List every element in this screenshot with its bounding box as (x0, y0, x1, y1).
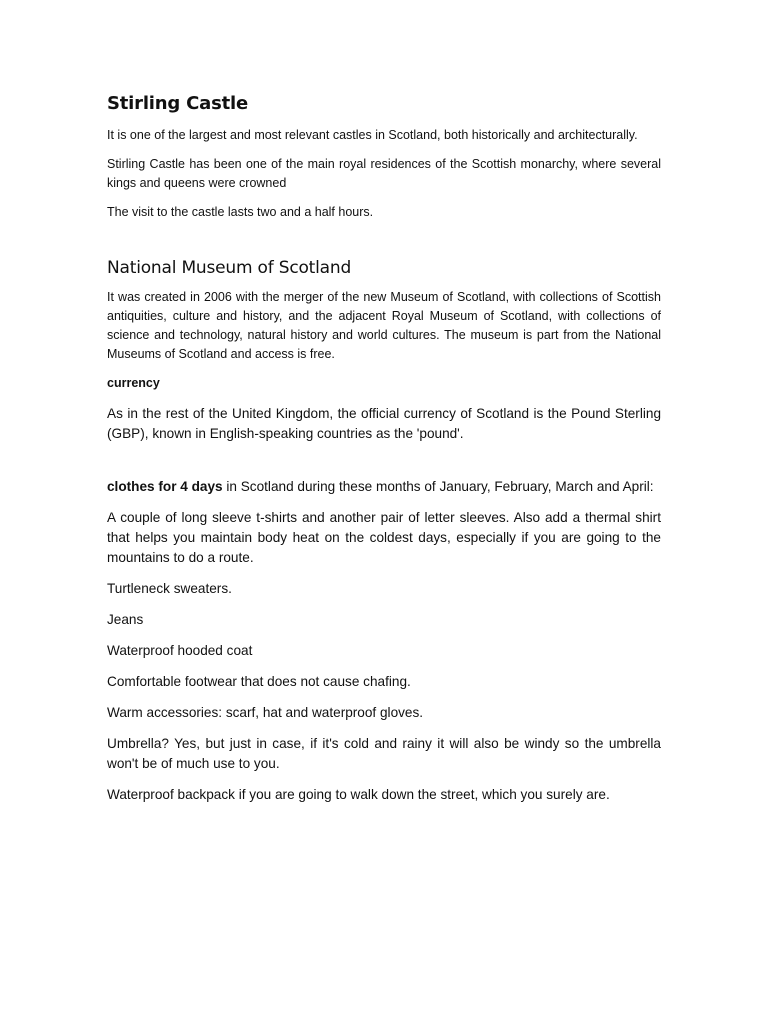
clothes-item-jeans: Jeans (107, 612, 144, 627)
clothes-intro-bold: clothes for 4 days (107, 479, 223, 494)
museum-heading: National Museum of Scotland (107, 258, 352, 278)
clothes-item-shirts: A couple of long sleeve t-shirts and another pair of letter sleeves. Also add a thermal shirt that helps you maintain body heat on the coldest days, especially if you are going to the mountains to do a route. (107, 510, 661, 565)
stirling-paragraph-3: The visit to the castle lasts two and a half hours. (107, 205, 374, 219)
document-page (107, 92, 661, 816)
stirling-castle-heading: Stirling Castle (107, 93, 248, 114)
clothes-intro-rest: in Scotland during these months of January, February, March and April: (222, 479, 654, 494)
museum-paragraph: It was created in 2006 with the merger of the new Museum of Scotland, with collections of Scottish antiquities, culture and history, and the adjacent Royal Museum of Scotland, with collections of science and technology, natural history and world cultures. The museum is part from the National Museums of Scotland and access is free. (107, 290, 661, 361)
currency-label: currency (107, 376, 160, 390)
clothes-item-footwear: Comfortable footwear that does not cause chafing. (107, 674, 411, 689)
clothes-item-sweaters: Turtleneck sweaters. (107, 581, 232, 596)
section-spacer (107, 232, 661, 256)
clothes-item-backpack: Waterproof backpack if you are going to walk down the street, which you surely are. (107, 787, 610, 802)
clothes-intro (107, 477, 661, 497)
clothes-item-accessories: Warm accessories: scarf, hat and waterproof gloves. (107, 705, 424, 720)
stirling-paragraph-1: It is one of the largest and most relevant castles in Scotland, both historically and architecturally. (107, 128, 638, 142)
section-spacer (107, 455, 661, 477)
clothes-item-coat: Waterproof hooded coat (107, 643, 253, 658)
stirling-paragraph-2: Stirling Castle has been one of the main royal residences of the Scottish monarchy, where several kings and queens were crowned (107, 157, 661, 190)
clothes-item-umbrella: Umbrella? Yes, but just in case, if it's cold and rainy it will also be windy so the umbrella won't be of much use to you. (107, 736, 661, 771)
currency-paragraph: As in the rest of the United Kingdom, the official currency of Scotland is the Pound Sterling (GBP), known in English-speaking countries as the 'pound'. (107, 406, 661, 441)
